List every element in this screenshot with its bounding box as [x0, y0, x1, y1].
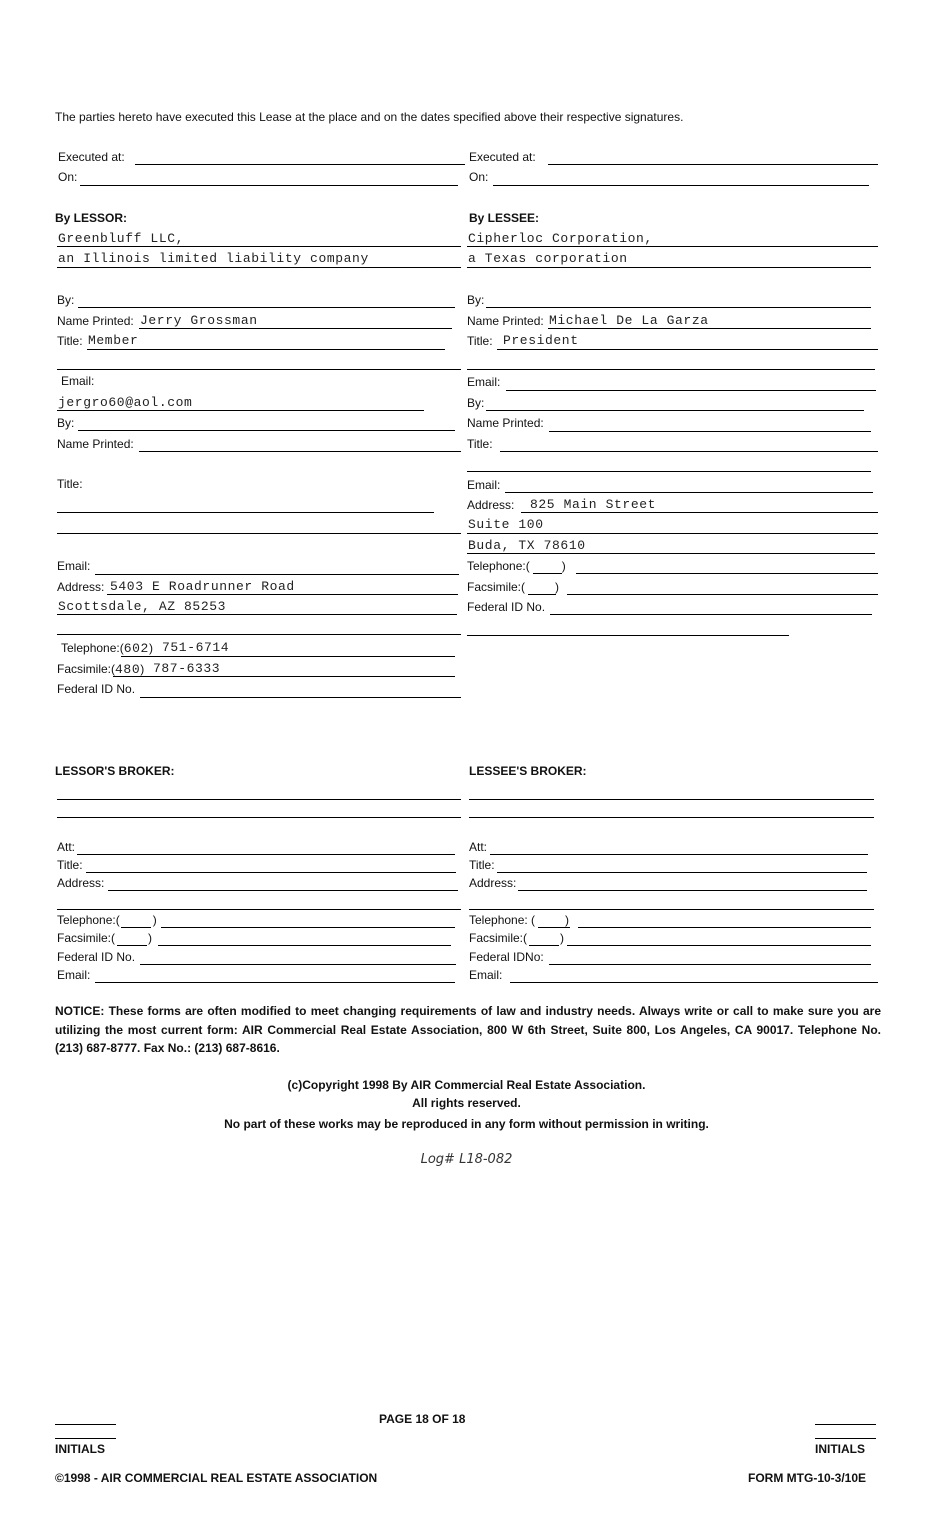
- no-part-line: No part of these works may be reproduced in any form without permission in writing.: [224, 1117, 709, 1131]
- lessor-by2-label: By:: [57, 416, 75, 430]
- lessee-title-line: [497, 349, 878, 350]
- lessee-telephone-open: Telephone:(: [467, 559, 530, 573]
- lessor-broker-facsimile-line[interactable]: [158, 945, 451, 946]
- lessee-broker-title-label: Title:: [469, 858, 495, 872]
- lessee-by2-label: By:: [467, 396, 485, 410]
- lessor-address-line2: Scottsdale, AZ 85253: [58, 599, 227, 614]
- lessor-name-printed2-label: Name Printed:: [57, 437, 134, 451]
- intro-text: The parties hereto have executed this Lease at the place and on the dates specified above their respective signatures.: [55, 110, 684, 124]
- lessee-facsimile-open: Facsimile:(: [467, 580, 526, 594]
- lessee-broker-name2-line[interactable]: [469, 817, 874, 818]
- lessor-broker-telephone-close: ): [152, 913, 157, 927]
- lessee-broker-telephone-close: ): [565, 913, 570, 927]
- lessor-title2-label: Title:: [57, 477, 83, 491]
- lessee-fax-area-line[interactable]: [528, 594, 556, 595]
- lessee-blank-line: [467, 369, 875, 370]
- lessee-name: Michael De La Garza: [549, 313, 709, 328]
- lessor-phone-area: 602: [123, 641, 149, 656]
- lessee-broker-address-label: Address:: [469, 876, 517, 890]
- by-lessor-heading: By LESSOR:: [55, 211, 128, 225]
- lessee-name-printed-label: Name Printed:: [467, 314, 544, 328]
- lessor-phone-number: 751-6714: [162, 640, 230, 655]
- lessor-email: jergro60@aol.com: [58, 395, 193, 410]
- lessor-broker-att-line[interactable]: [77, 854, 455, 855]
- lessee-address-line3: Buda, TX 78610: [468, 538, 586, 553]
- lessee-executed-at-line[interactable]: [548, 164, 878, 165]
- lessee-facsimile-close: ): [555, 580, 560, 594]
- lessee-broker-telephone-open: Telephone: (: [469, 913, 536, 927]
- lessee-broker-address-line[interactable]: [518, 890, 867, 891]
- copyright-line: (c)Copyright 1998 By AIR Commercial Real Estate Association.: [287, 1078, 646, 1092]
- lessee-blank3-line: [467, 635, 789, 636]
- lessee-telephone-line[interactable]: [576, 573, 878, 574]
- lessee-title-label: Title:: [467, 334, 493, 348]
- lessor-broker-address2-line[interactable]: [57, 909, 461, 910]
- lessor-title: Member: [88, 333, 139, 348]
- lessor-facsimile-close: ): [140, 662, 145, 676]
- lessee-on-label: On:: [469, 170, 489, 184]
- lessee-address-line1-rule: [521, 512, 878, 513]
- lessor-broker-facsimile-close: ): [148, 931, 153, 945]
- lessee-company-line: [467, 246, 878, 247]
- lessor-facsimile-row: [57, 662, 144, 677]
- lessor-broker-federal-id-label: Federal ID No.: [57, 950, 136, 964]
- lessor-email2-label: Email:: [57, 559, 91, 573]
- lessor-broker-name2-line[interactable]: [57, 817, 461, 818]
- lessor-address-blank-rule: [57, 634, 461, 635]
- lessor-address-line1-rule: [107, 594, 458, 595]
- lessee-telephone-close: ): [561, 559, 566, 573]
- lessor-signature2-line[interactable]: [78, 430, 455, 431]
- lessee-name2-line[interactable]: [549, 431, 871, 432]
- lessee-address-line2: Suite 100: [468, 517, 544, 532]
- initials-left-line1[interactable]: [55, 1424, 116, 1425]
- lessee-blank2-line: [467, 471, 871, 472]
- lessor-broker-federal-id-line[interactable]: [140, 964, 456, 965]
- lessee-phone-area-line[interactable]: [533, 573, 562, 574]
- lessee-by-label: By:: [467, 293, 485, 307]
- lessee-name-line: [548, 328, 871, 329]
- lessee-broker-telephone-label: [469, 913, 569, 927]
- lessee-address-line1: 825 Main Street: [530, 497, 657, 512]
- lessee-broker-facsimile-close: ): [560, 931, 565, 945]
- lessor-email2-line[interactable]: [95, 574, 459, 575]
- lessor-signature-line[interactable]: [78, 307, 455, 308]
- lessor-federal-id-line[interactable]: [140, 697, 461, 698]
- initials-right-line1[interactable]: [815, 1424, 876, 1425]
- lessor-email-label: Email:: [61, 374, 95, 388]
- lessor-telephone-row: [61, 641, 153, 656]
- lessor-executed-at-line[interactable]: [135, 164, 465, 165]
- lessee-email2-label: Email:: [467, 478, 501, 492]
- lessor-broker-email-line[interactable]: [95, 982, 455, 983]
- lessor-broker-phone-area-line[interactable]: [121, 927, 151, 928]
- lessee-facsimile-line[interactable]: [567, 594, 878, 595]
- lessee-broker-title-line[interactable]: [497, 872, 867, 873]
- lessee-address-label: Address:: [467, 498, 515, 512]
- lessee-broker-telephone-line[interactable]: [578, 927, 871, 928]
- lessor-name2-line[interactable]: [139, 451, 461, 452]
- lessor-telephone-close: ): [148, 641, 153, 655]
- lessor-address-label: Address:: [57, 580, 105, 594]
- lessee-broker-att-label: Att:: [469, 840, 488, 854]
- lessee-company-type: a Texas corporation: [468, 251, 628, 266]
- lessor-broker-telephone-open: Telephone:(: [57, 913, 120, 927]
- lessee-broker-federal-id-label: Federal IDNo:: [469, 950, 544, 964]
- lessor-broker-telephone-label: [57, 913, 157, 927]
- lessor-broker-name-line[interactable]: [57, 799, 461, 800]
- lessee-company-type-line: [467, 267, 871, 268]
- lessee-broker-facsimile-label: [469, 931, 564, 945]
- lessor-executed-at-label: Executed at:: [58, 150, 125, 164]
- initials-left-label: INITIALS: [55, 1442, 105, 1456]
- lessor-broker-title-line[interactable]: [86, 872, 456, 873]
- lessee-telephone-label: [467, 559, 566, 573]
- lessee-signature2-line[interactable]: [486, 410, 864, 411]
- lessee-federal-id-line[interactable]: [550, 614, 872, 615]
- lessee-broker-facsimile-line[interactable]: [567, 945, 871, 946]
- lessor-broker-facsimile-label: [57, 931, 152, 945]
- lessor-title-line: [87, 349, 445, 350]
- lessor-title-label: Title:: [57, 334, 83, 348]
- footer-association: ©1998 - AIR COMMERCIAL REAL ESTATE ASSOCIATION: [55, 1471, 378, 1485]
- lessee-on-line[interactable]: [493, 185, 869, 186]
- lessee-broker-facsimile-open: Facsimile:(: [469, 931, 528, 945]
- lessee-address-line3-rule: [467, 553, 875, 554]
- lessor-broker-email-label: Email:: [57, 968, 91, 982]
- initials-left-line2[interactable]: [55, 1438, 116, 1439]
- lessee-email-line[interactable]: [506, 390, 876, 391]
- lessor-by-label: By:: [57, 293, 75, 307]
- lessee-title: President: [503, 333, 579, 348]
- lessee-broker-email-line[interactable]: [510, 982, 878, 983]
- lessor-telephone-line: [121, 656, 455, 657]
- lessor-facsimile-line: [113, 676, 455, 677]
- lessor-name: Jerry Grossman: [140, 313, 258, 328]
- lessee-broker-address2-line[interactable]: [469, 909, 874, 910]
- lessee-company: Cipherloc Corporation,: [468, 231, 653, 246]
- lessor-telephone-label: Telephone:(: [61, 641, 124, 655]
- lessee-broker-federal-id-line[interactable]: [549, 964, 871, 965]
- lessee-signature-line[interactable]: [486, 307, 871, 308]
- lessor-broker-telephone-line[interactable]: [161, 927, 455, 928]
- lessee-broker-att-line[interactable]: [490, 854, 868, 855]
- lessee-broker-phone-area-line[interactable]: [538, 927, 570, 928]
- lessor-name-line: [139, 328, 452, 329]
- lessee-name-printed2-label: Name Printed:: [467, 416, 544, 430]
- lessor-broker-fax-area-line[interactable]: [117, 945, 147, 946]
- lessor-title2-line[interactable]: [57, 512, 434, 513]
- lessee-address-line2-rule: [467, 533, 878, 534]
- page-number: PAGE 18 OF 18: [379, 1412, 466, 1426]
- lessor-broker-address-label: Address:: [57, 876, 105, 890]
- lessors-broker-heading: LESSOR'S BROKER:: [55, 764, 175, 778]
- lessee-title2-line[interactable]: [500, 451, 878, 452]
- by-lessee-heading: By LESSEE:: [469, 211, 540, 225]
- lessor-fax-area: 480: [115, 662, 141, 677]
- rights-line: All rights reserved.: [412, 1096, 521, 1110]
- lessee-broker-name-line[interactable]: [469, 799, 874, 800]
- lessor-broker-att-label: Att:: [57, 840, 76, 854]
- lessor-company: Greenbluff LLC,: [58, 231, 185, 246]
- lessor-blank-line: [57, 369, 461, 370]
- lessor-fax-number: 787-6333: [153, 661, 221, 676]
- lessor-address-line1: 5403 E Roadrunner Road: [110, 579, 295, 594]
- lessor-company-type-line: [57, 267, 461, 268]
- lessor-broker-facsimile-open: Facsimile:(: [57, 931, 116, 945]
- lessee-facsimile-label: [467, 580, 559, 594]
- initials-right-label: INITIALS: [815, 1442, 865, 1456]
- lessee-executed-at-label: Executed at:: [469, 150, 536, 164]
- lessor-on-line[interactable]: [80, 185, 458, 186]
- lessee-federal-id-label: Federal ID No.: [467, 600, 546, 614]
- footer-form-number: FORM MTG-10-3/10E: [748, 1471, 867, 1485]
- lessor-email-line: [57, 410, 424, 411]
- lessor-company-line: [57, 246, 461, 247]
- lessor-address-line2-rule: [57, 614, 457, 615]
- lessor-blank2-line: [57, 533, 461, 534]
- lessee-broker-fax-area-line[interactable]: [529, 945, 559, 946]
- lessor-broker-address-line[interactable]: [108, 890, 458, 891]
- lessee-email-label: Email:: [467, 375, 501, 389]
- lessor-facsimile-label: Facsimile:(: [57, 662, 116, 676]
- lessor-federal-id-label: Federal ID No.: [57, 682, 136, 696]
- lessor-broker-title-label: Title:: [57, 858, 83, 872]
- lessor-name-printed-label: Name Printed:: [57, 314, 134, 328]
- lessee-email2-line[interactable]: [505, 492, 873, 493]
- lessor-on-label: On:: [58, 170, 78, 184]
- lessee-title2-label: Title:: [467, 437, 493, 451]
- notice-text: NOTICE: These forms are often modified to meet changing requirements of law and industry needs. Always write or call to make sure you are utilizing the most current form: AIR Commercial Real Estate Association, 800 W 6th Street, Suite 800, Los Angeles, CA 90017. Telephone No. (213) 687-8777. Fax No.: (213) 687-8616.: [55, 1004, 881, 1055]
- lessee-broker-email-label: Email:: [469, 968, 503, 982]
- lessor-company-type: an Illinois limited liability company: [58, 251, 369, 266]
- lessees-broker-heading: LESSEE'S BROKER:: [469, 764, 587, 778]
- log-number: Log# L18-082: [420, 1152, 513, 1167]
- initials-right-line2[interactable]: [815, 1438, 876, 1439]
